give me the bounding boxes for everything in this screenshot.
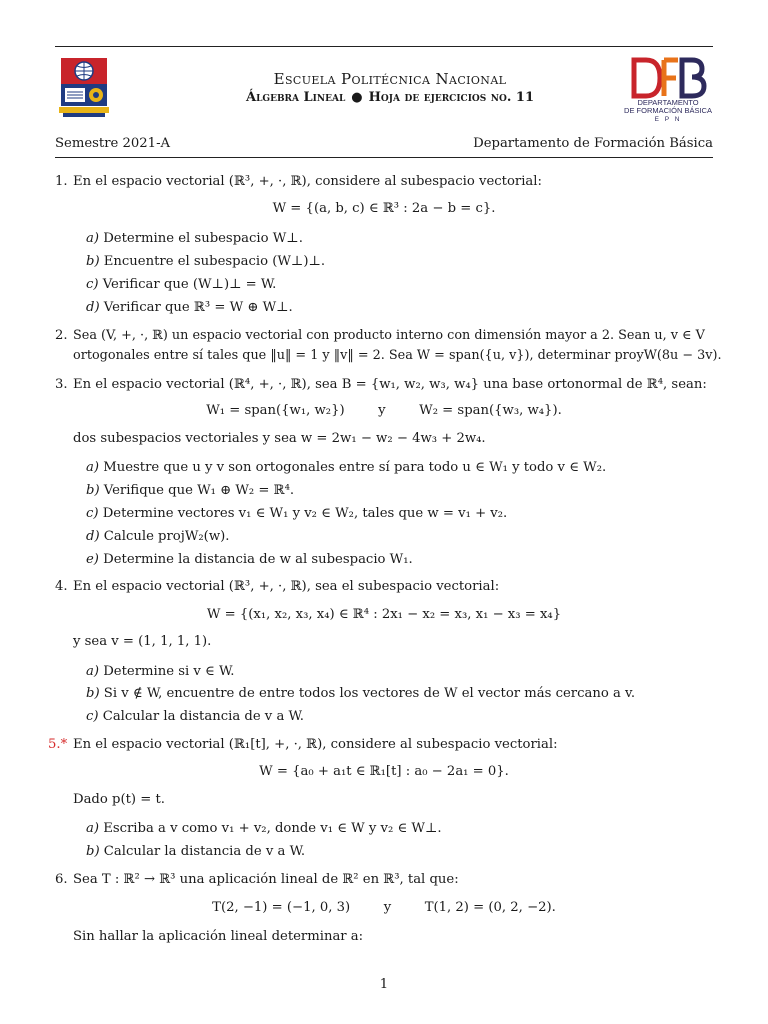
ex4-item-c-label: c)	[86, 709, 99, 724]
ex4-item-b-text: Si v ∉ W, encuentre de entre todos los vectores de W el vector más cercano a v.	[103, 686, 636, 701]
header-rule	[55, 157, 713, 158]
page-number: 1	[379, 977, 389, 992]
ex5-item-a-text: Escriba a v como v₁ + v₂, donde v₁ ∈ W y v₂ ∈ W⊥.	[103, 821, 442, 836]
ex4-item-b-label: b)	[86, 686, 100, 701]
ex1-item-b	[86, 254, 325, 271]
ex1-item-a-text: Determine el subespacio W⊥.	[103, 231, 303, 246]
ex2-line1: Sea (V, +, ·, ℝ) un espacio vectorial con producto interno con dimensión mayor a 2. Sean u, v ∈ V	[73, 328, 705, 343]
ex3-item-d-label: d)	[86, 529, 100, 544]
ex6-equation: T(2, −1) = (−1, 0, 3) y T(1, 2) = (0, 2, −2).	[212, 900, 556, 915]
ex1-equation: W = {(a, b, c) ∈ ℝ³ : 2a − b = c}.	[272, 201, 496, 216]
sheet-name: Hoja de ejercicios no. 11	[368, 90, 534, 105]
ex1-item-c	[86, 277, 276, 294]
ex6-after: Sin hallar la aplicación lineal determinar a:	[73, 929, 364, 944]
ex1-item-d-label: d)	[86, 300, 100, 315]
epn-crest-logo	[55, 56, 113, 120]
ex5-item-a	[86, 821, 442, 838]
ex3-item-c-text: Determine vectores v₁ ∈ W₁ y v₂ ∈ W₂, tales que w = v₁ + v₂.	[102, 506, 508, 521]
dfb-logo-line3: E P N	[654, 116, 682, 122]
ex4-item-c	[86, 709, 304, 726]
ex3-item-a	[86, 460, 606, 477]
ex5-after: Dado p(t) = t.	[73, 792, 165, 807]
ex4-item-a-text: Determine si v ∈ W.	[103, 664, 235, 679]
ex3-item-e-label: e)	[86, 552, 99, 567]
separator-dot: ●	[351, 90, 363, 105]
ex5-number: 5.*	[48, 737, 68, 752]
ex3-item-b-text: Verifique que W₁ ⊕ W₂ = ℝ⁴.	[103, 483, 295, 498]
ex3-item-c	[86, 506, 507, 523]
ex4-after: y sea v = (1, 1, 1, 1).	[73, 634, 212, 649]
ex3-item-d-text: Calcule projW₂(w).	[103, 529, 230, 544]
department-label: Departamento de Formación Básica	[473, 136, 713, 151]
ex1-intro: En el espacio vectorial (ℝ³, +, ·, ℝ), considere al subespacio vectorial:	[73, 174, 542, 189]
semester-label: Semestre 2021-A	[55, 136, 171, 151]
ex3-item-a-text: Muestre que u y v son ortogonales entre sí para todo u ∈ W₁ y todo v ∈ W₂.	[103, 460, 607, 475]
ex6-intro: Sea T : ℝ² → ℝ³ una aplicación lineal de ℝ² en ℝ³, tal que:	[73, 872, 459, 887]
ex2-number: 2.	[55, 328, 68, 343]
ex5-item-a-label: a)	[86, 821, 100, 836]
ex5-equation: W = {a₀ + a₁t ∈ ℝ₁[t] : a₀ − 2a₁ = 0}.	[259, 764, 509, 779]
ex5-item-b-text: Calcular la distancia de v a W.	[103, 844, 306, 859]
course-name: Álgebra Lineal	[245, 90, 346, 105]
ex4-item-a	[86, 664, 234, 681]
ex3-equation: W₁ = span({w₁, w₂}) y W₂ = span({w₃, w₄}).	[206, 403, 562, 418]
dfb-logo	[618, 56, 718, 122]
ex1-item-d-text: Verificar que ℝ³ = W ⊕ W⊥.	[103, 300, 293, 315]
ex2-line2: ortogonales entre sí tales que ‖u‖ = 1 y ‖v‖ = 2. Sea W = span({u, v}), determinar proyW(8u − 3v).	[73, 348, 722, 363]
ex3-item-b	[86, 483, 294, 500]
ex1-item-a	[86, 231, 303, 248]
ex1-number: 1.	[55, 174, 68, 189]
dfb-logo-line1: DEPARTAMENTO	[637, 98, 699, 107]
ex3-item-e-text: Determine la distancia de w al subespacio W₁.	[103, 552, 413, 567]
ex3-after: dos subespacios vectoriales y sea w = 2w₁ − w₂ − 4w₃ + 2w₄.	[73, 431, 486, 446]
ex1-item-d	[86, 300, 293, 317]
ex4-item-a-label: a)	[86, 664, 100, 679]
ex3-item-a-label: a)	[86, 460, 100, 475]
ex3-number: 3.	[55, 377, 68, 392]
ex5-intro: En el espacio vectorial (ℝ₁[t], +, ·, ℝ), considere al subespacio vectorial:	[73, 737, 558, 752]
school-name: Escuela Politécnica Nacional	[273, 70, 507, 88]
ex3-intro: En el espacio vectorial (ℝ⁴, +, ·, ℝ), sea B = {w₁, w₂, w₃, w₄} una base ortonormal de ℝ⁴, sean:	[73, 377, 707, 392]
ex1-item-b-label: b)	[86, 254, 100, 269]
ex6-number: 6.	[55, 872, 68, 887]
ex3-item-d	[86, 529, 229, 546]
ex4-intro: En el espacio vectorial (ℝ³, +, ·, ℝ), sea el subespacio vectorial:	[73, 579, 500, 594]
dfb-logo-line2: DE FORMACIÓN BÁSICA	[624, 106, 712, 115]
ex5-item-b	[86, 844, 305, 861]
ex3-item-c-label: c)	[86, 506, 99, 521]
ex4-item-c-text: Calcular la distancia de v a W.	[102, 709, 304, 724]
ex4-item-b	[86, 686, 635, 703]
ex5-item-b-label: b)	[86, 844, 100, 859]
ex3-item-e	[86, 552, 413, 569]
ex1-item-c-label: c)	[86, 277, 99, 292]
course-subtitle	[140, 90, 640, 106]
ex1-item-b-text: Encuentre el subespacio (W⊥)⊥.	[103, 254, 326, 269]
ex4-number: 4.	[55, 579, 68, 594]
ex1-item-c-text: Verificar que (W⊥)⊥ = W.	[102, 277, 277, 292]
ex1-item-a-label: a)	[86, 231, 100, 246]
ex4-equation: W = {(x₁, x₂, x₃, x₄) ∈ ℝ⁴ : 2x₁ − x₂ = x₃, x₁ − x₃ = x₄}	[206, 607, 562, 622]
top-rule	[55, 46, 713, 47]
ex3-item-b-label: b)	[86, 483, 100, 498]
